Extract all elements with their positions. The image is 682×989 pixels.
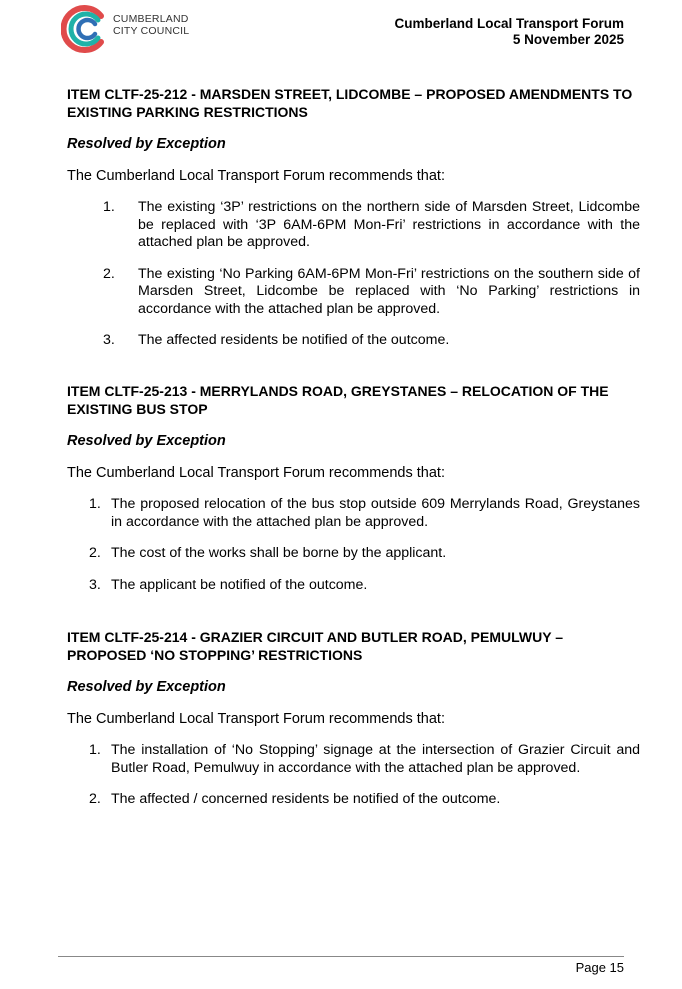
- section-item-214: [67, 628, 640, 809]
- item-title: ITEM CLTF-25-213 - MERRYLANDS ROAD, GREYSTANES – RELOCATION OF THE EXISTING BUS STOP: [67, 383, 609, 417]
- recommendation-list: [67, 742, 640, 809]
- resolved-label: Resolved by Exception: [67, 679, 226, 695]
- list-text: The existing ‘3P’ restrictions on the northern side of Marsden Street, Lidcombe be replaced with ‘3P 6AM-6PM Mon-Fri’ restrictions in accordance with the attached plan be approved.: [138, 199, 640, 250]
- intro-text: The Cumberland Local Transport Forum recommends that:: [67, 711, 445, 727]
- section-item-213: [67, 382, 640, 594]
- council-logo: [61, 4, 211, 54]
- list-number: 1.: [103, 199, 115, 215]
- item-title: ITEM CLTF-25-212 - MARSDEN STREET, LIDCOMBE – PROPOSED AMENDMENTS TO EXISTING PARKING RESTRICTIONS: [67, 86, 633, 120]
- meeting-date: 5 November 2025: [512, 32, 624, 47]
- list-text: The affected residents be notified of the outcome.: [138, 332, 450, 348]
- list-number: 2.: [89, 791, 101, 807]
- page-number: Page 15: [575, 960, 624, 975]
- list-text: The installation of ‘No Stopping’ signage at the intersection of Grazier Circuit and Butler Road, Pemulwuy in accordance with the attached plan be approved.: [111, 742, 640, 776]
- list-item: [67, 266, 640, 319]
- council-name-line2: CITY COUNCIL: [113, 24, 190, 37]
- document-header: [394, 16, 624, 48]
- list-item: [67, 577, 640, 595]
- list-text: The existing ‘No Parking 6AM-6PM Mon-Fri’ restrictions on the southern side of Marsden Street, Lidcombe be replaced with ‘No Parking’ restrictions in accordance with the attached plan be approved.: [138, 265, 640, 317]
- list-item: [67, 496, 640, 531]
- footer-divider: [58, 956, 624, 957]
- council-name: [113, 14, 189, 37]
- section-item-212: [67, 85, 640, 350]
- list-number: 2.: [89, 545, 101, 561]
- intro-text: The Cumberland Local Transport Forum recommends that:: [67, 465, 445, 481]
- resolved-label: Resolved by Exception: [67, 136, 226, 152]
- intro-text: The Cumberland Local Transport Forum recommends that:: [67, 168, 445, 184]
- recommendation-list: [67, 496, 640, 594]
- list-text: The proposed relocation of the bus stop outside 609 Merrylands Road, Greystanes in accordance with the attached plan be approved.: [111, 496, 640, 530]
- council-logo-icon: [61, 4, 111, 54]
- list-number: 3.: [103, 332, 115, 348]
- list-text: The applicant be notified of the outcome.: [111, 576, 368, 593]
- forum-name: Cumberland Local Transport Forum: [394, 16, 624, 31]
- list-number: 2.: [103, 265, 115, 282]
- list-item: [67, 199, 640, 252]
- list-item: [67, 791, 640, 809]
- list-item: [67, 742, 640, 777]
- list-item: [67, 332, 640, 350]
- recommendation-list: [67, 199, 640, 350]
- council-name-line1: CUMBERLAND: [113, 13, 189, 25]
- item-title: ITEM CLTF-25-214 - GRAZIER CIRCUIT AND BUTLER ROAD, PEMULWUY – PROPOSED ‘NO STOPPING’ RESTRICTIONS: [67, 629, 563, 663]
- list-item: [67, 545, 640, 563]
- list-number: 1.: [89, 742, 101, 758]
- list-text: The affected / concerned residents be notified of the outcome.: [111, 791, 501, 807]
- list-number: 3.: [89, 576, 101, 593]
- list-text: The cost of the works shall be borne by the applicant.: [111, 545, 447, 561]
- resolved-label: Resolved by Exception: [67, 433, 226, 449]
- list-number: 1.: [89, 496, 101, 512]
